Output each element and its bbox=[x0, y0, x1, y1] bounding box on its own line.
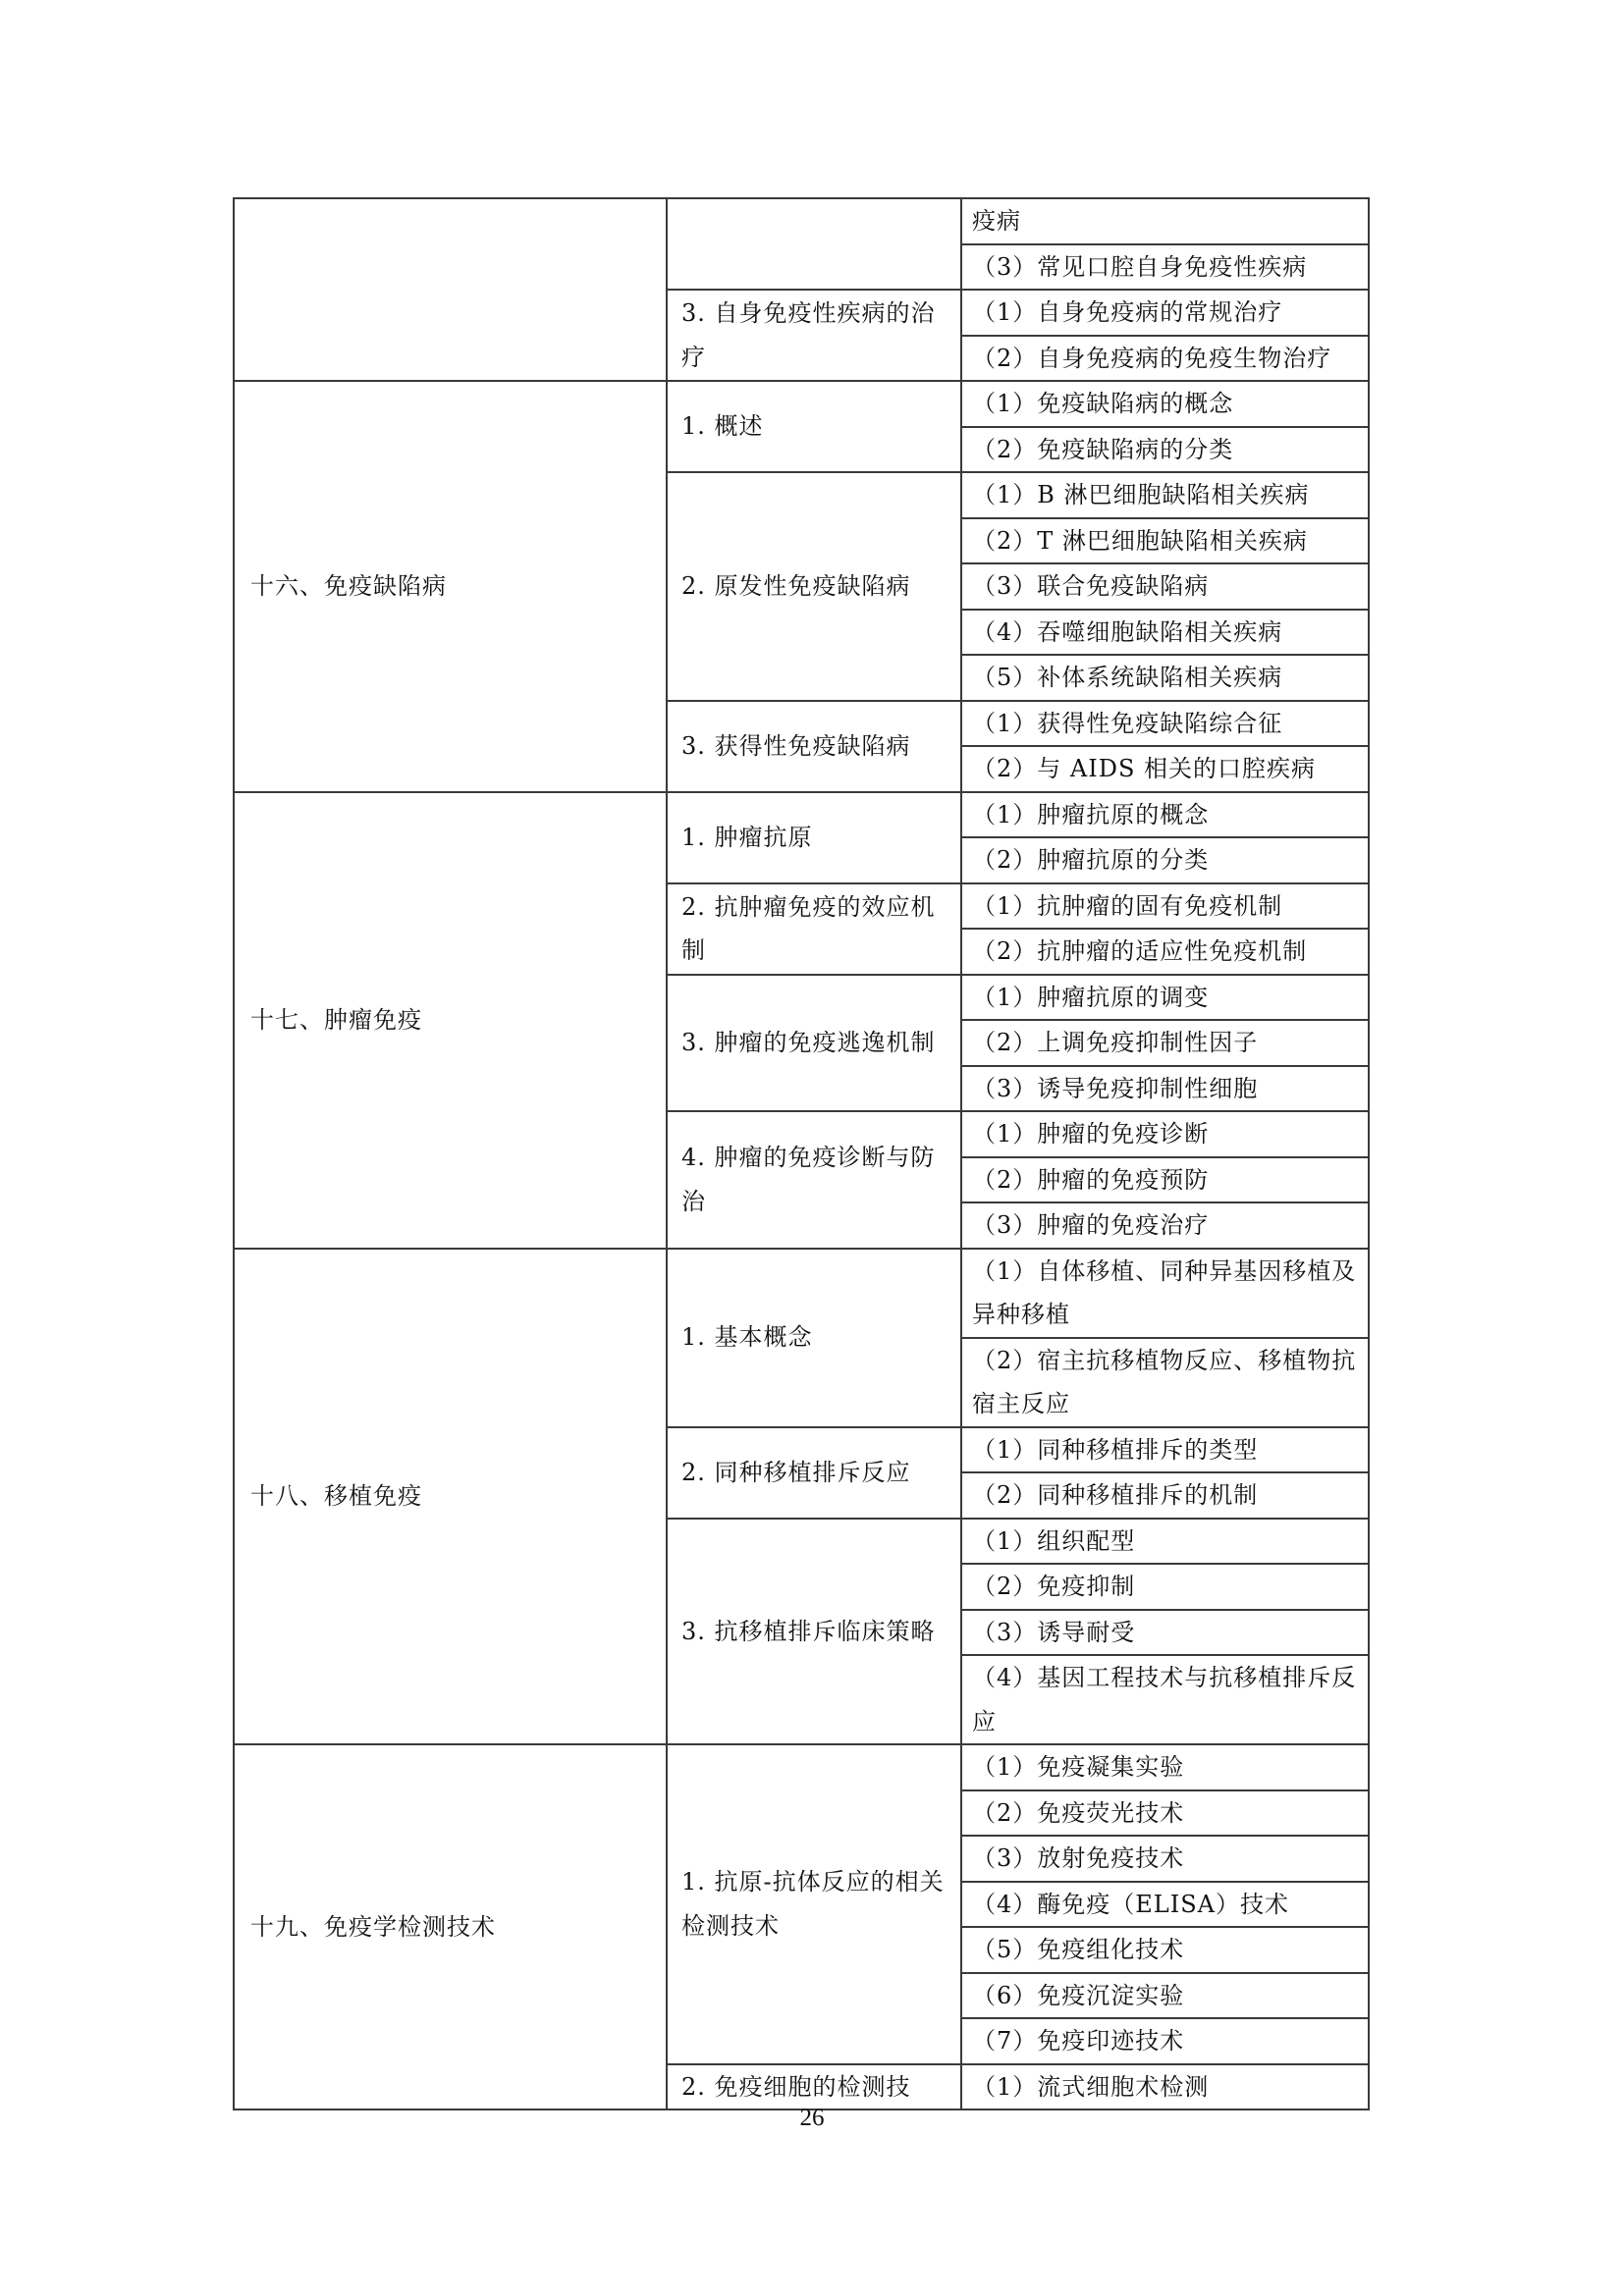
syllabus-table bbox=[233, 197, 1370, 2110]
topic-cell: 3. 抗移植排斥临床策略 bbox=[667, 1519, 961, 1745]
point-cell: （2）T 淋巴细胞缺陷相关疾病 bbox=[961, 518, 1369, 564]
point-cell: （2）肿瘤抗原的分类 bbox=[961, 837, 1369, 883]
point-cell: （3）联合免疫缺陷病 bbox=[961, 563, 1369, 610]
point-cell: （3）诱导耐受 bbox=[961, 1610, 1369, 1656]
point-cell: （1）肿瘤抗原的概念 bbox=[961, 792, 1369, 838]
unit-cell: 十六、免疫缺陷病 bbox=[234, 381, 667, 792]
point-cell: （2）同种移植排斥的机制 bbox=[961, 1472, 1369, 1519]
point-cell: （2）上调免疫抑制性因子 bbox=[961, 1020, 1369, 1066]
point-cell: （1）肿瘤抗原的调变 bbox=[961, 975, 1369, 1021]
topic-cell: 2. 原发性免疫缺陷病 bbox=[667, 472, 961, 701]
point-cell: （1）自体移植、同种异基因移植及异种移植 bbox=[961, 1249, 1369, 1338]
point-cell: 疫病 bbox=[961, 198, 1369, 244]
point-cell: （2）自身免疫病的免疫生物治疗 bbox=[961, 336, 1369, 382]
point-cell: （1）肿瘤的免疫诊断 bbox=[961, 1111, 1369, 1157]
point-cell: （2）肿瘤的免疫预防 bbox=[961, 1157, 1369, 1203]
topic-cell: 2. 抗肿瘤免疫的效应机制 bbox=[667, 883, 961, 975]
topic-cell: 1. 抗原-抗体反应的相关检测技术 bbox=[667, 1744, 961, 2064]
topic-cell: 1. 概述 bbox=[667, 381, 961, 472]
table-row bbox=[234, 198, 1369, 244]
point-cell: （1）流式细胞术检测 bbox=[961, 2064, 1369, 2110]
topic-cell: 2. 同种移植排斥反应 bbox=[667, 1427, 961, 1519]
point-cell: （7）免疫印迹技术 bbox=[961, 2018, 1369, 2064]
topic-cell: 1. 肿瘤抗原 bbox=[667, 792, 961, 883]
page-number: 26 bbox=[799, 2105, 825, 2131]
point-cell: （1）抗肿瘤的固有免疫机制 bbox=[961, 883, 1369, 930]
point-cell: （1）获得性免疫缺陷综合征 bbox=[961, 701, 1369, 747]
point-cell: （1）同种移植排斥的类型 bbox=[961, 1427, 1369, 1473]
point-cell: （1）免疫缺陷病的概念 bbox=[961, 381, 1369, 427]
point-cell: （3）诱导免疫抑制性细胞 bbox=[961, 1066, 1369, 1112]
table-row bbox=[234, 381, 1369, 427]
point-cell: （1）组织配型 bbox=[961, 1519, 1369, 1565]
point-cell: （2）免疫缺陷病的分类 bbox=[961, 427, 1369, 473]
point-cell: （4）基因工程技术与抗移植排斥反应 bbox=[961, 1655, 1369, 1744]
topic-cell: 4. 肿瘤的免疫诊断与防治 bbox=[667, 1111, 961, 1249]
topic-cell: 1. 基本概念 bbox=[667, 1249, 961, 1427]
point-cell: （3）常见口腔自身免疫性疾病 bbox=[961, 244, 1369, 291]
topic-cell: 3. 肿瘤的免疫逃逸机制 bbox=[667, 975, 961, 1112]
point-cell: （3）放射免疫技术 bbox=[961, 1836, 1369, 1882]
topic-cell: 2. 免疫细胞的检测技 bbox=[667, 2064, 961, 2110]
point-cell: （5）补体系统缺陷相关疾病 bbox=[961, 655, 1369, 701]
point-cell: （2）免疫荧光技术 bbox=[961, 1790, 1369, 1837]
table-row bbox=[234, 1249, 1369, 1338]
point-cell: （4）吞噬细胞缺陷相关疾病 bbox=[961, 610, 1369, 656]
point-cell: （2）抗肿瘤的适应性免疫机制 bbox=[961, 929, 1369, 975]
unit-cell bbox=[234, 198, 667, 381]
table-row bbox=[234, 1744, 1369, 1790]
point-cell: （3）肿瘤的免疫治疗 bbox=[961, 1202, 1369, 1249]
point-cell: （4）酶免疫（ELISA）技术 bbox=[961, 1882, 1369, 1928]
point-cell: （1）自身免疫病的常规治疗 bbox=[961, 290, 1369, 336]
point-cell: （6）免疫沉淀实验 bbox=[961, 1973, 1369, 2019]
topic-cell: 3. 自身免疫性疾病的治疗 bbox=[667, 290, 961, 381]
topic-cell bbox=[667, 198, 961, 290]
unit-cell: 十八、移植免疫 bbox=[234, 1249, 667, 1745]
unit-cell: 十九、免疫学检测技术 bbox=[234, 1744, 667, 2109]
point-cell: （1）免疫凝集实验 bbox=[961, 1744, 1369, 1790]
table-row bbox=[234, 792, 1369, 838]
point-cell: （5）免疫组化技术 bbox=[961, 1927, 1369, 1973]
point-cell: （2）宿主抗移植物反应、移植物抗宿主反应 bbox=[961, 1338, 1369, 1427]
point-cell: （2）免疫抑制 bbox=[961, 1564, 1369, 1610]
unit-cell: 十七、肿瘤免疫 bbox=[234, 792, 667, 1249]
topic-cell: 3. 获得性免疫缺陷病 bbox=[667, 701, 961, 792]
point-cell: （2）与 AIDS 相关的口腔疾病 bbox=[961, 746, 1369, 792]
point-cell: （1）B 淋巴细胞缺陷相关疾病 bbox=[961, 472, 1369, 518]
